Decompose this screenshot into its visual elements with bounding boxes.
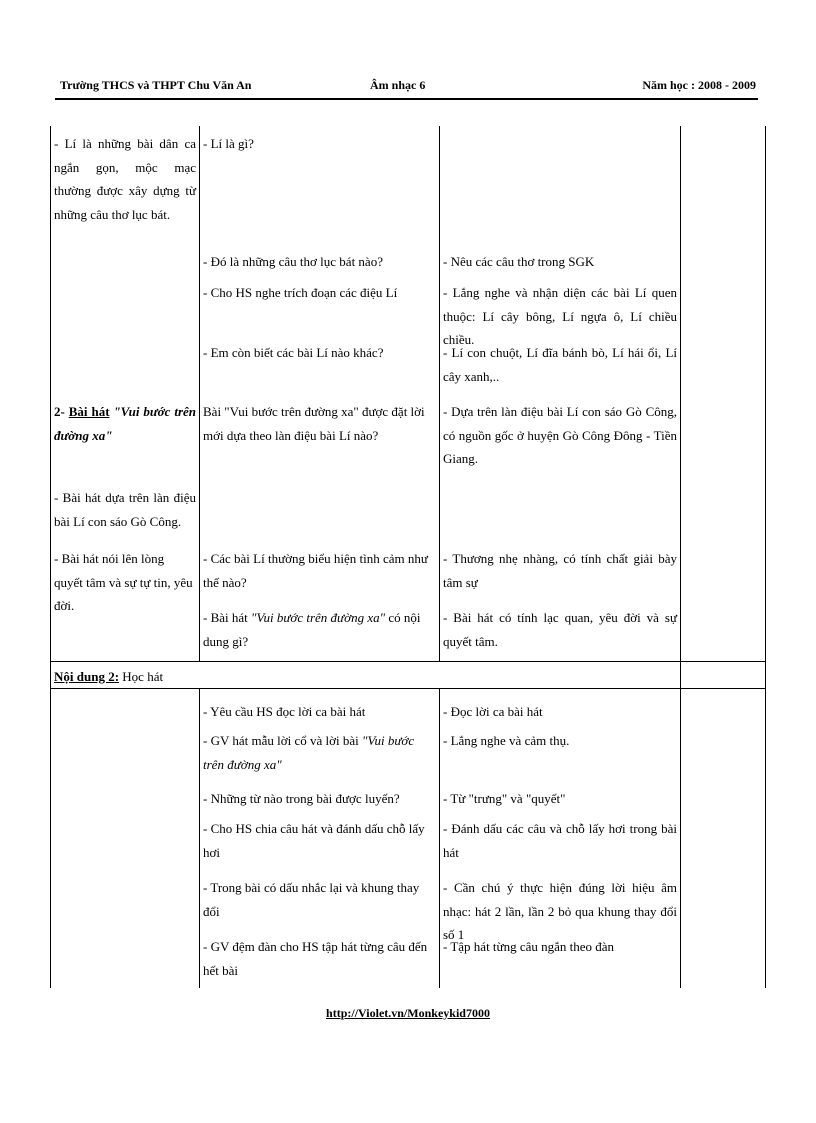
song-based-on: - Bài hát dựa trên làn điệu bài Lí con sáo Gò Công. <box>54 490 196 529</box>
answer-other-li: - Lí con chuột, Lí đĩa bánh bò, Lí hái ổi, Lí cây xanh,.. <box>443 345 677 384</box>
student-breath-marks: - Đánh dấu các câu và chỗ lấy hơi trong bài hát <box>443 821 677 860</box>
table-border-col2-lower <box>199 688 200 988</box>
activity-listen-li: - Cho HS nghe trích đoạn các điệu Lí <box>203 285 398 300</box>
table-border-col2 <box>199 126 200 662</box>
footer-url[interactable]: http://Violet.vn/Monkeykid7000 <box>326 1006 490 1020</box>
section-2-number: 2- <box>54 404 65 419</box>
section-2-song-title: "Vui bước trên đường xa" <box>54 404 197 443</box>
li-definition: - Lí là những bài dân ca ngắn gọn, mộc mạc thường được xây dựng từ những câu thơ lục bát. <box>54 136 196 222</box>
task-accompaniment: - GV đệm đàn cho HS tập hát từng câu đến hết bài <box>203 939 428 978</box>
header-school: Trường THCS và THPT Chu Văn An <box>60 78 252 92</box>
task-read-lyrics: - Yêu cầu HS đọc lời ca bài hát <box>203 704 366 719</box>
content-2-text: Học hát <box>122 669 164 684</box>
table-border-left <box>50 126 51 988</box>
student-listen: - Lắng nghe và cảm thụ. <box>443 733 570 748</box>
content-2-label: Nội dung 2: <box>54 669 120 684</box>
header-subject: Âm nhạc 6 <box>370 78 426 92</box>
task-breath-marks: - Cho HS chia câu hát và đánh dấu chỗ lấy hơi <box>203 821 425 860</box>
song-message: - Bài hát nói lên lòng quyết tâm và sự tự tin, yêu đời. <box>54 551 193 613</box>
question-what-is-li: - Lí là gì? <box>203 136 254 151</box>
table-border-right <box>765 126 766 988</box>
question-verses: - Đó là những câu thơ lục bát nào? <box>203 254 383 269</box>
answer-melody-source: - Dựa trên làn điệu bài Lí con sáo Gò Công, có nguồn gốc ở huyện Gò Công Đông - Tiền Giang. <box>443 404 677 466</box>
question-melody-source: Bài "Vui bước trên đường xa" được đặt lời mới dựa theo làn điệu bài Lí nào? <box>203 404 425 443</box>
question-song-content: - Bài hát "Vui bước trên đường xa" có nội dung gì? <box>203 610 421 649</box>
student-repeat-marks: - Cần chú ý thực hiện đúng lời hiệu âm nhạc: hát 2 lần, lần 2 bỏ qua khung thay đổi số 1 <box>443 880 677 942</box>
footer <box>0 1006 816 1021</box>
student-practice: - Tập hát từng câu ngắn theo đàn <box>443 939 615 954</box>
note-repeat-marks: - Trong bài có dấu nhắc lại và khung thay đổi <box>203 880 420 919</box>
table-row-divider-top <box>50 661 766 662</box>
table-border-col3-lower <box>439 688 440 988</box>
answer-li-emotion: - Thương nhẹ nhàng, có tính chất giải bày tâm sự <box>443 551 677 590</box>
header-school-year: Năm học : 2008 - 2009 <box>642 78 756 92</box>
content-2-heading <box>54 665 354 689</box>
question-slurred-words: - Những từ nào trong bài được luyến? <box>203 791 400 806</box>
student-read-lyrics: - Đọc lời ca bài hát <box>443 704 543 719</box>
question-li-emotion: - Các bài Lí thường biểu hiện tình cảm như thế nào? <box>203 551 428 590</box>
task-teacher-sings: - GV hát mẫu lời cổ và lời bài "Vui bước trên đường xa" <box>203 733 415 772</box>
table-border-col4 <box>680 126 681 988</box>
answer-verses: - Nêu các câu thơ trong SGK <box>443 254 595 269</box>
header-rule <box>55 98 758 100</box>
answer-listen-li: - Lắng nghe và nhận diện các bài Lí quen thuộc: Lí cây bông, Lí ngựa ô, Lí chiều chiều. <box>443 285 677 347</box>
section-2-heading <box>54 400 196 447</box>
answer-slurred-words: - Từ "trưng" và "quyết" <box>443 791 566 806</box>
answer-song-content: - Bài hát có tính lạc quan, yêu đời và sự quyết tâm. <box>443 610 677 649</box>
section-2-label: Bài hát <box>68 404 110 419</box>
question-other-li: - Em còn biết các bài Lí nào khác? <box>203 345 384 360</box>
table-border-col3 <box>439 126 440 662</box>
